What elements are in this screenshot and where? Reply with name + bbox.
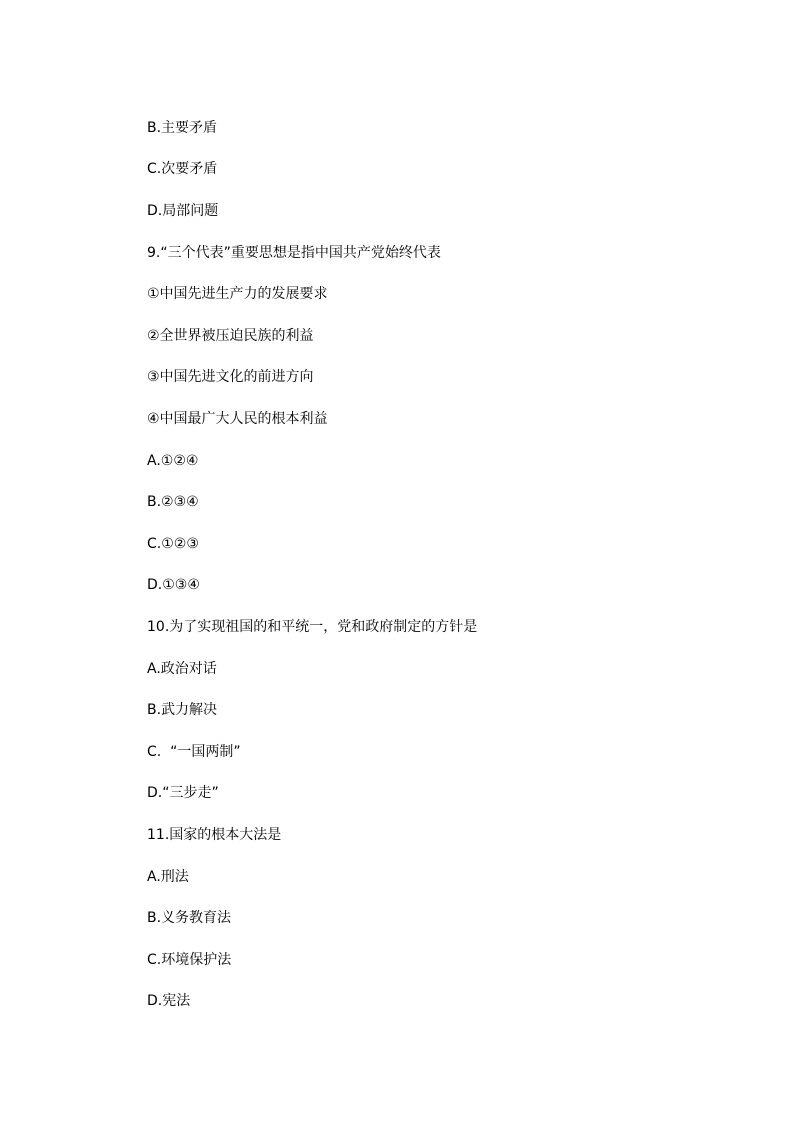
q10-option-c: C. “一国两制” — [147, 744, 241, 760]
question-10: 10.为了实现祖国的和平统一，党和政府制定的方针是 — [147, 619, 478, 635]
q10-option-b: B.武力解决 — [147, 702, 218, 718]
q11-option-b: B.义务教育法 — [147, 910, 232, 926]
q9-option-a: A.①②④ — [147, 453, 199, 469]
question-11: 11.国家的根本大法是 — [147, 827, 282, 843]
q9-item-4: ④中国最广大人民的根本利益 — [147, 411, 328, 427]
q9-option-c: C.①②③ — [147, 536, 199, 552]
question-9: 9.“三个代表”重要思想是指中国共产党始终代表 — [147, 245, 441, 261]
q9-option-d: D.①③④ — [147, 577, 200, 593]
q9-item-2: ②全世界被压迫民族的利益 — [147, 328, 314, 344]
q11-option-a: A.刑法 — [147, 869, 189, 885]
option-d-local-issue: D.局部问题 — [147, 203, 219, 219]
option-c-secondary-contradiction: C.次要矛盾 — [147, 161, 218, 177]
q10-option-d: D.“三步走” — [147, 785, 219, 801]
q9-item-3: ③中国先进文化的前进方向 — [147, 369, 314, 385]
q11-option-d: D.宪法 — [147, 993, 191, 1009]
option-b-main-contradiction: B.主要矛盾 — [147, 120, 218, 136]
q9-item-1: ①中国先进生产力的发展要求 — [147, 286, 328, 302]
q9-option-b: B.②③④ — [147, 494, 199, 510]
q11-option-c: C.环境保护法 — [147, 952, 232, 968]
q10-option-a: A.政治对话 — [147, 661, 217, 677]
